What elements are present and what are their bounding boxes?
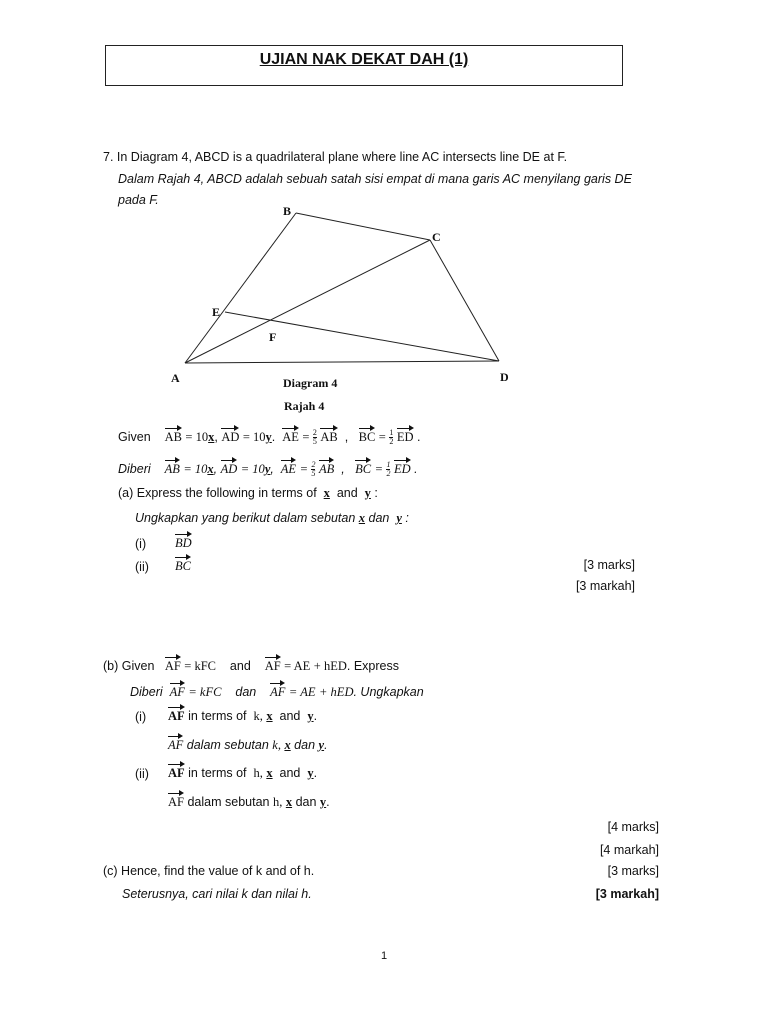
part-a-marks-ms: [3 markah] [575,579,635,593]
line-ad [185,361,499,363]
line-ab [185,213,296,363]
vertex-a-label: A [171,371,180,385]
part-b-i-ms: AF dalam sebutan k, x dan y. [168,738,328,752]
part-a-ii-label: (ii) [135,560,149,574]
part-a-i-vector: BD [175,536,192,550]
part-a-en: (a) Express the following in terms of x and y : [118,486,378,500]
line-ac [185,240,430,363]
part-c-en: (c) Hence, find the value of k and of h. [103,864,315,878]
page-number: 1 [380,950,388,962]
part-b-i-en: AF in terms of k, x and y. [168,709,318,723]
given-ms-line: Diberi AB = 10x, AD = 10y, AE = $\frac{2}{5}$ AB , BC = $\frac{1}{2}$ ED . [118,460,418,479]
part-a-marks-en: [3 marks] [583,558,635,572]
vertex-b-label: B [283,204,292,218]
part-b-ii-label: (ii) [135,767,149,781]
vertex-c-label: C [432,230,441,244]
quadrilateral-diagram [0,0,768,420]
diagram-caption-ms: Rajah 4 [284,399,325,413]
point-e-label: E [212,305,221,319]
part-b-i-label: (i) [135,710,147,724]
part-c-marks-en: [3 marks] [607,864,659,878]
part-b-marks-ms: [4 markah] [599,843,659,857]
question-intro-ms-line2: pada F. [118,193,159,207]
question-intro-ms-line1: Dalam Rajah 4, ABCD adalah sebuah satah sisi empat di mana garis AC menyilang garis DE [118,172,632,186]
part-c-ms: Seterusnya, cari nilai k dan nilai h. [122,887,312,901]
part-a-ms: Ungkapkan yang berikut dalam sebutan x dan y : [135,511,409,525]
part-b-marks-en: [4 marks] [607,820,659,834]
line-ed [225,312,499,361]
part-b-ii-ms: AF dalam sebutan h, x dan y. [168,795,330,809]
point-f-label: F [269,330,277,344]
diagram-caption-en: Diagram 4 [283,376,338,390]
vertex-d-label: D [500,370,509,384]
part-a-i-label: (i) [135,537,147,551]
part-b-ii-en: AF in terms of h, x and y. [168,766,318,780]
part-c-marks-ms: [3 markah] [595,887,659,901]
line-bc [296,213,430,240]
part-a-ii-vector: BC [175,559,191,573]
part-b-ms: Diberi AF = kFC dan AF = AE + hED. Ungkapkan [130,685,424,699]
line-cd [430,240,499,361]
part-b-en: (b) Given AF = kFC and AF = AE + hED. Express [103,659,399,673]
question-intro-en: 7. In Diagram 4, ABCD is a quadrilateral plane where line AC intersects line DE at F. [103,150,568,164]
given-en-line: Given AB = 10x, AD = 10y. AE = $\frac{2}{5}$ AB , BC = $\frac{1}{2}$ ED . [118,428,421,447]
page-title: UJIAN NAK DEKAT DAH (1) [259,51,469,68]
